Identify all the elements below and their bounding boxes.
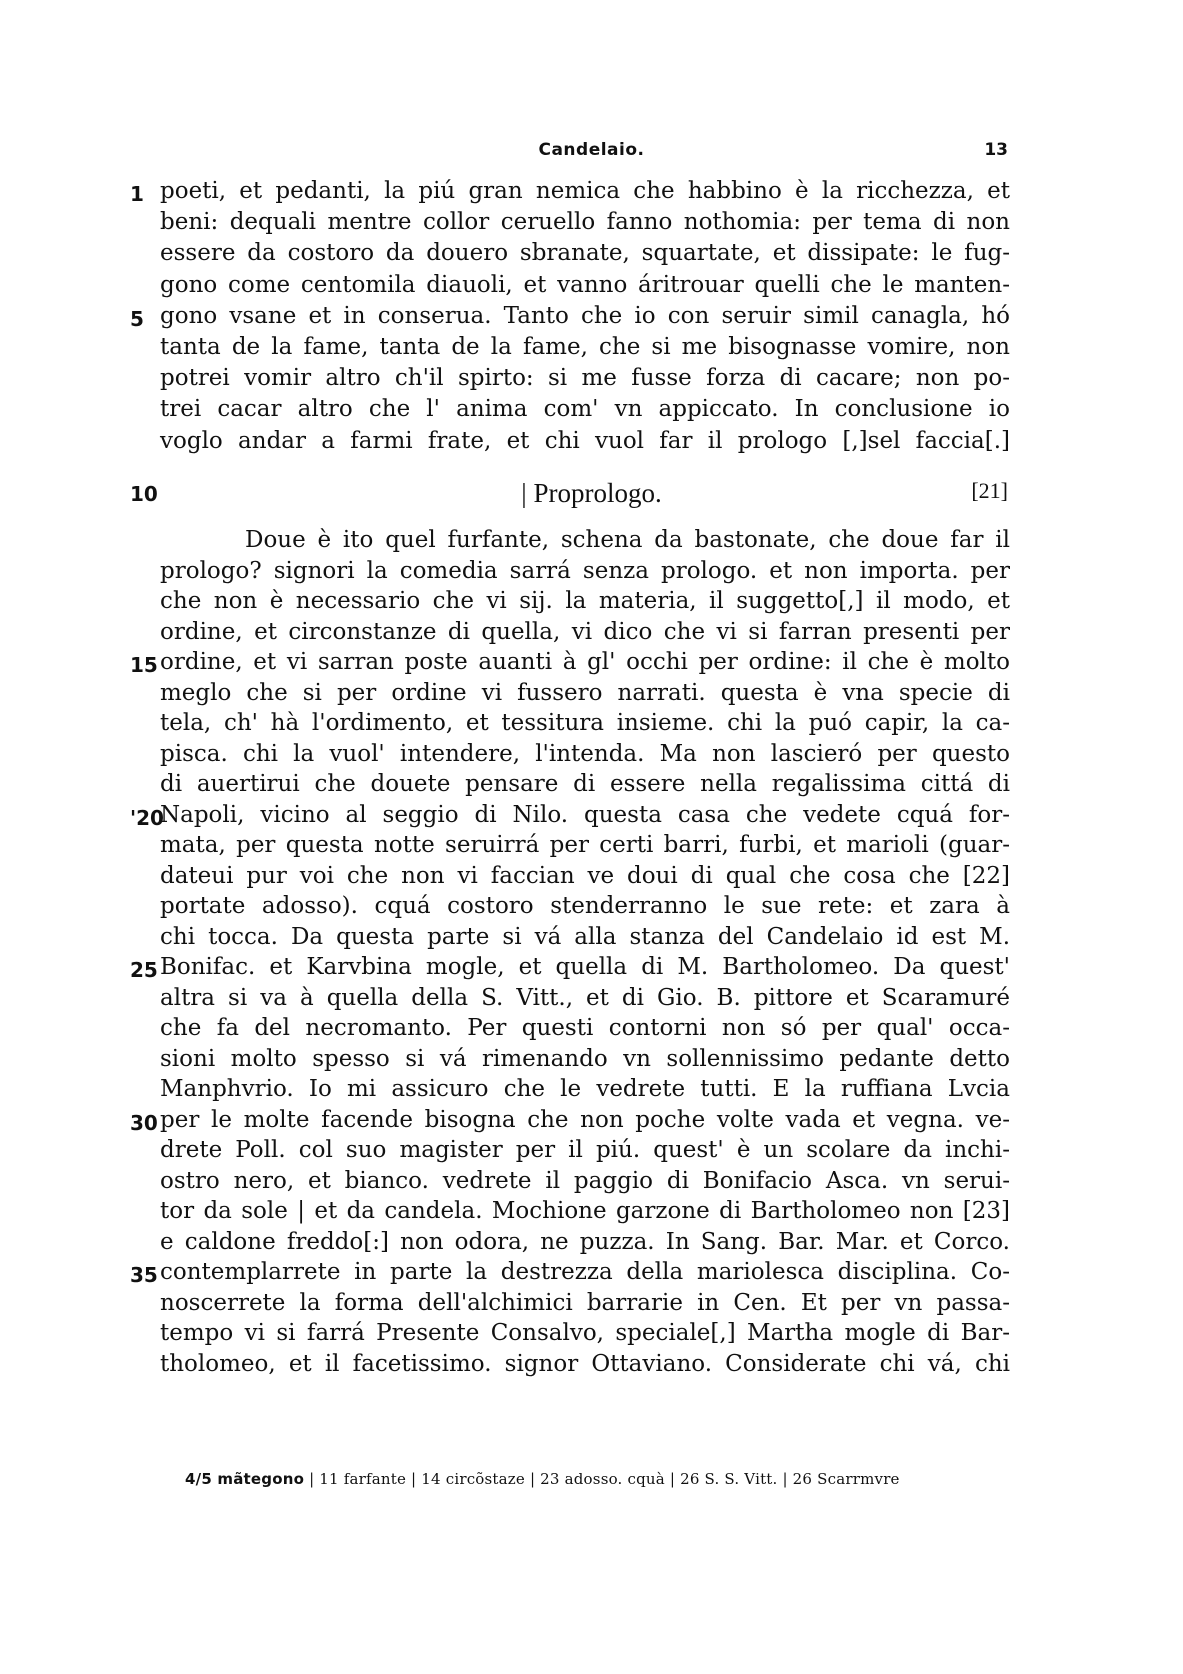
line-text: Manphvrio. Io mi assicuro che le vedrete tutti. E la ruffiana Lvcia	[160, 1076, 1010, 1102]
line-text: che non è necessario che vi sij. la materia, il suggetto[,] il modo, et	[160, 588, 1010, 614]
text-line	[0, 240, 1183, 272]
line-text: tanta de la fame, tanta de la fame, che si me bisognasse vomire, non	[160, 334, 1010, 360]
line-text: voglo andar a farmi frate, et chi vuol far il prologo [,]sel faccia[.]	[160, 427, 1010, 454]
text-line	[0, 1290, 1183, 1322]
line-text: gono vsane et in conserua. Tanto che io con seruir simil canagla, hó	[160, 302, 1010, 329]
line-text: e caldone freddo[:] non odora, ne puzza. In Sang. Bar. Mar. et Corco.	[160, 1228, 1010, 1255]
text-line	[0, 741, 1183, 773]
text-line	[0, 802, 1183, 834]
line-text: ordine, et circonstanze di quella, vi dico che vi si farran presenti per	[160, 618, 1010, 645]
line-text: tempo vi si farrá Presente Consalvo, speciale[,] Martha mogle di Bar-	[160, 1320, 1010, 1346]
text-line	[0, 1259, 1183, 1291]
line-text: dateui pur voi che non vi faccian ve doui di qual che cosa che [22]	[160, 862, 1010, 889]
text-line	[0, 396, 1183, 428]
line-text: portate adosso). cquá costoro stenderranno le sue rete: et zara à	[160, 893, 1010, 919]
line-text: drete Poll. col suo magister per il piú. quest' è un scolare da inchi-	[160, 1137, 1010, 1163]
text-line	[0, 365, 1183, 397]
footnote-apparatus	[185, 1470, 1005, 1488]
text-line	[0, 1320, 1183, 1352]
line-text: che fa del necromanto. Per questi contorni non só per qual' occa-	[160, 1015, 1010, 1041]
text-line	[0, 1076, 1183, 1108]
line-number: 5	[130, 306, 144, 331]
line-text: Bonifac. et Karvbina mogle, et quella di M. Bartholomeo. Da quest'	[160, 954, 1010, 980]
line-text: Napoli, vicino al seggio di Nilo. questa casa che vedete cquá for-	[160, 801, 1010, 828]
line-text: tholomeo, et il facetissimo. signor Ottaviano. Considerate chi vá, chi	[160, 1350, 1010, 1377]
line-number: 1	[130, 182, 144, 206]
line-text: pisca. chi la vuol' intendere, l'intenda. Ma non lascieró per questo	[160, 740, 1010, 767]
text-line	[0, 710, 1183, 742]
text-line	[0, 428, 1183, 460]
line-text: trei cacar altro che l' anima com' vn appiccato. In conclusione io	[160, 396, 1010, 423]
text-line	[0, 1015, 1183, 1047]
text-line	[0, 1046, 1183, 1078]
signature-mark: [21]	[971, 478, 1008, 503]
line-text: mata, per questa notte seruirrá per certi barri, furbi, et marioli (guar-	[160, 832, 1010, 858]
line-number: 35	[130, 1263, 158, 1287]
text-line	[0, 527, 1183, 559]
text-line	[0, 924, 1183, 956]
text-line	[0, 893, 1183, 925]
text-line	[0, 954, 1183, 986]
line-text: Doue è ito quel furfante, schena da bastonate, che doue far il	[245, 527, 1010, 553]
text-line	[0, 334, 1183, 366]
line-text: ostro nero, et bianco. vedrete il paggio di Bonifacio Asca. vn serui-	[160, 1167, 1010, 1194]
line-number: 30	[130, 1110, 158, 1135]
line-number: 10	[130, 482, 158, 506]
text-line	[0, 1168, 1183, 1200]
line-text: altra si va à quella della S. Vitt., et di Gio. B. pittore et Scaramuré	[160, 984, 1010, 1011]
text-line	[0, 832, 1183, 864]
text-line	[0, 649, 1183, 681]
line-text: essere da costoro da douero sbranate, squartate, et dissipate: le fug-	[160, 240, 1010, 267]
text-line	[0, 1137, 1183, 1169]
line-text: tela, ch' hà l'ordimento, et tessitura insieme. chi la puó capir, la ca-	[160, 710, 1010, 736]
line-text: sioni molto spesso si vá rimenando vn sollennissimo pedante detto	[160, 1045, 1010, 1072]
line-text: chi tocca. Da questa parte si vá alla stanza del Candelaio id est M.	[160, 923, 1010, 950]
text-line	[0, 1351, 1183, 1383]
line-text: prologo? signori la comedia sarrá senza prologo. et non importa. per	[160, 557, 1010, 584]
text-line	[0, 1107, 1183, 1139]
section-heading	[0, 478, 1183, 510]
line-number: 15	[130, 653, 158, 677]
line-text: tor da sole | et da candela. Mochione garzone di Bartholomeo non [23]	[160, 1198, 1010, 1224]
text-line	[0, 771, 1183, 803]
line-text: poeti, et pedanti, la piú gran nemica che habbino è la ricchezza, et	[160, 178, 1010, 204]
line-text: contemplarrete in parte la destrezza della mariolesca disciplina. Co-	[160, 1259, 1010, 1285]
line-text: per le molte facende bisogna che non poche volte vada et vegna. ve-	[160, 1106, 1010, 1133]
running-title: Candelaio.	[538, 140, 645, 160]
text-line	[0, 1198, 1183, 1230]
line-text: meglo che si per ordine vi fussero narrati. questa è vna specie di	[160, 679, 1010, 706]
line-number: 25	[130, 958, 158, 982]
text-line	[0, 303, 1183, 335]
line-text: di auertirui che douete pensare di essere nella regalissima cittá di	[160, 771, 1010, 797]
text-line	[0, 863, 1183, 895]
text-line	[0, 588, 1183, 620]
line-text: noscerrete la forma dell'alchimici barrarie in Cen. Et per vn passa-	[160, 1289, 1010, 1316]
page-number: 13	[984, 140, 1008, 160]
line-text: beni: dequali mentre collor ceruello fanno nothomia: per tema di non	[160, 209, 1010, 236]
footnote-lead: 4/5 mãtegono	[185, 1470, 305, 1488]
text-line	[0, 178, 1183, 210]
text-line	[0, 1229, 1183, 1261]
heading-title: | Proprologo.	[521, 478, 662, 508]
text-line	[0, 209, 1183, 241]
line-text: potrei vomir altro ch'il spirto: si me fusse forza di cacare; non po-	[160, 365, 1010, 392]
text-line	[0, 985, 1183, 1017]
text-line	[0, 619, 1183, 651]
line-text: gono come centomila diauoli, et vanno áritrouar quelli che le manten-	[160, 271, 1010, 298]
text-line	[0, 680, 1183, 712]
line-text: ordine, et vi sarran poste auanti à gl' occhi per ordine: il che è molto	[160, 649, 1010, 675]
text-line	[0, 272, 1183, 304]
running-head	[0, 140, 1183, 166]
text-line	[0, 558, 1183, 590]
footnote-text: | 11 farfante | 14 circõstaze | 23 adosso. cquà | 26 S. S. Vitt. | 26 Scarrmvre	[304, 1470, 900, 1488]
line-number: '20	[130, 805, 164, 830]
